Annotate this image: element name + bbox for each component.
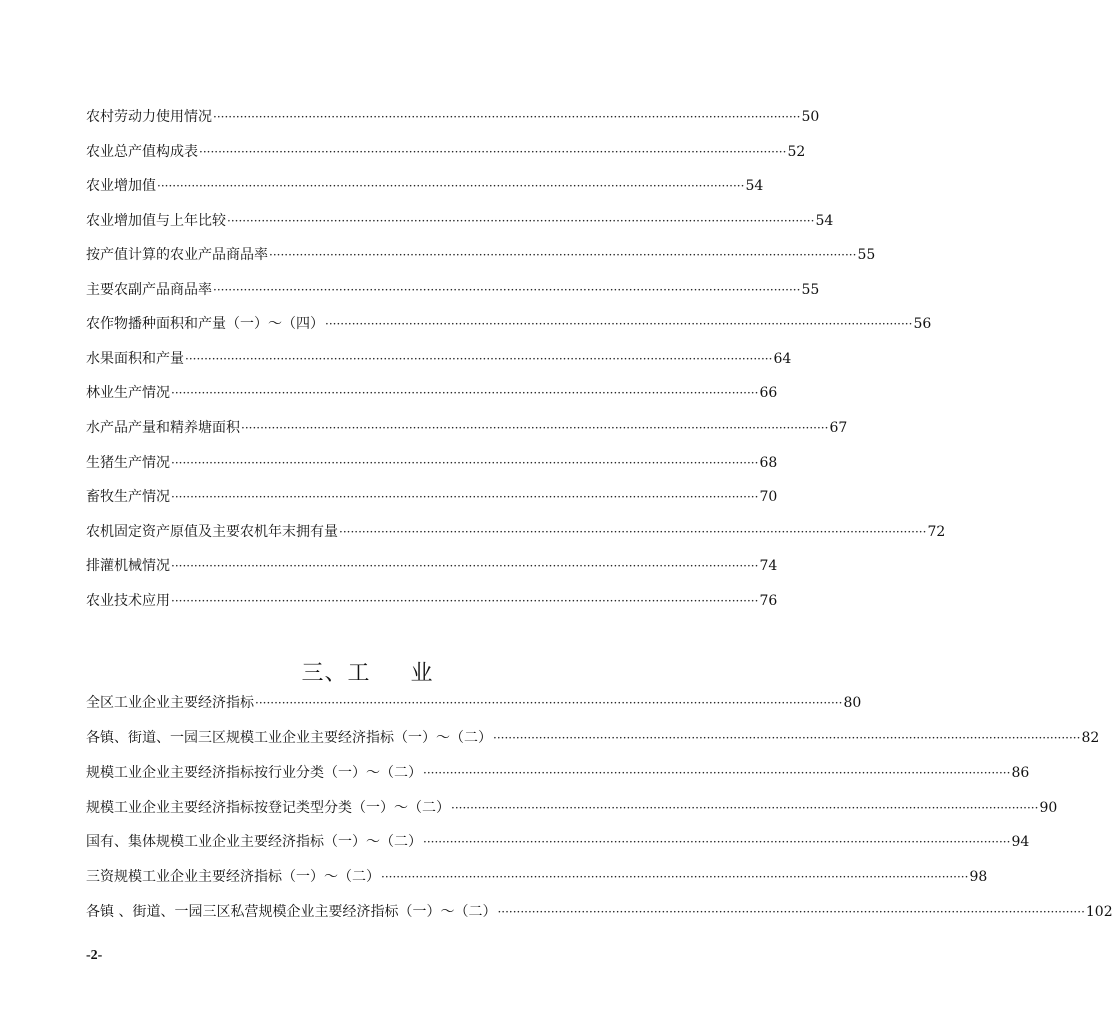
toc-entry-title: 农业总产值构成表 xyxy=(86,144,198,160)
toc-entry[interactable] xyxy=(86,588,778,610)
toc-entry-page: 52 xyxy=(787,144,806,160)
dot-leader: ·························································································································································· xyxy=(339,525,927,539)
toc-entry-title: 全区工业企业主要经济指标 xyxy=(86,695,254,711)
toc-entry[interactable] xyxy=(86,725,1100,747)
section-heading-left: 三、工 xyxy=(301,661,371,686)
dot-leader: ·························································································································································· xyxy=(213,283,801,297)
toc-entry[interactable] xyxy=(86,864,988,886)
toc-entry-title: 畜牧生产情况 xyxy=(86,489,170,505)
toc-entry[interactable] xyxy=(86,415,848,437)
toc-entry-page: 56 xyxy=(913,316,932,332)
toc-entry-title: 国有、集体规模工业企业主要经济指标（一）～（二） xyxy=(86,834,422,850)
toc-entry[interactable] xyxy=(86,139,806,161)
dot-leader: ·························································································································································· xyxy=(381,870,969,884)
dot-leader: ·························································································································································· xyxy=(241,421,829,435)
dot-leader: ·························································································································································· xyxy=(213,110,801,124)
toc-entry-page: 70 xyxy=(759,489,778,505)
dot-leader: ·························································································································································· xyxy=(269,248,857,262)
dot-leader: ·························································································································································· xyxy=(171,490,759,504)
dot-leader: ·························································································································································· xyxy=(423,766,1011,780)
toc-entry-title: 各镇 、街道、一园三区私营规模企业主要经济指标（一）～（二） xyxy=(86,904,497,920)
toc-entry-page: 98 xyxy=(969,869,988,885)
dot-leader: ·························································································································································· xyxy=(423,835,1011,849)
toc-entry-title: 林业生产情况 xyxy=(86,385,170,401)
dot-leader: ·························································································································································· xyxy=(497,905,1085,919)
dot-leader: ·························································································································································· xyxy=(493,731,1081,745)
toc-entry-page: 80 xyxy=(843,695,862,711)
toc-entry-title: 各镇、街道、一园三区规模工业企业主要经济指标（一）～（二） xyxy=(86,730,492,746)
toc-entry-title: 农作物播种面积和产量（一）～（四） xyxy=(86,316,324,332)
toc-entry[interactable] xyxy=(86,760,1030,782)
dot-leader: ·························································································································································· xyxy=(185,352,773,366)
toc-entry[interactable] xyxy=(86,795,1058,817)
dot-leader: ·························································································································································· xyxy=(451,801,1039,815)
toc-entry[interactable] xyxy=(86,346,792,368)
dot-leader: ·························································································································································· xyxy=(325,317,913,331)
dot-leader: ·························································································································································· xyxy=(171,456,759,470)
toc-entry-title: 水果面积和产量 xyxy=(86,351,184,367)
toc-entry-title: 农机固定资产原值及主要农机年末拥有量 xyxy=(86,524,338,540)
toc-entry-page: 55 xyxy=(857,247,876,263)
toc-entry[interactable] xyxy=(86,173,764,195)
toc-entry-title: 农村劳动力使用情况 xyxy=(86,109,212,125)
toc-entry-title: 规模工业企业主要经济指标按行业分类（一）～（二） xyxy=(86,765,422,781)
dot-leader: ·························································································································································· xyxy=(227,214,815,228)
toc-entry[interactable] xyxy=(86,519,946,541)
toc-entry-page: 74 xyxy=(759,558,778,574)
toc-entry-title: 农业技术应用 xyxy=(86,593,170,609)
toc-entry-page: 66 xyxy=(759,385,778,401)
toc-entry[interactable] xyxy=(86,208,834,230)
toc-entry[interactable] xyxy=(86,104,820,126)
toc-entry[interactable] xyxy=(86,380,778,402)
toc-entry[interactable] xyxy=(86,450,778,472)
toc-entry-page: 72 xyxy=(927,524,946,540)
toc-entry-title: 农业增加值与上年比较 xyxy=(86,213,226,229)
toc-entry-page: 50 xyxy=(801,109,820,125)
toc-entry[interactable] xyxy=(86,242,876,264)
toc-entry-title: 主要农副产品商品率 xyxy=(86,282,212,298)
toc-entry[interactable] xyxy=(86,690,862,712)
toc-entry[interactable] xyxy=(86,553,778,575)
toc-entry[interactable] xyxy=(86,899,1113,921)
toc-entry-title: 三资规模工业企业主要经济指标（一）～（二） xyxy=(86,869,380,885)
dot-leader: ·························································································································································· xyxy=(255,696,843,710)
toc-entry-page: 55 xyxy=(801,282,820,298)
toc-entry-page: 68 xyxy=(759,455,778,471)
toc-entry-page: 82 xyxy=(1081,730,1100,746)
toc-entry[interactable] xyxy=(86,484,778,506)
toc-entry-page: 54 xyxy=(815,213,834,229)
toc-entry-page: 90 xyxy=(1039,800,1058,816)
dot-leader: ·························································································································································· xyxy=(171,386,759,400)
toc-entry-title: 规模工业企业主要经济指标按登记类型分类（一）～（二） xyxy=(86,800,450,816)
toc-entry-page: 67 xyxy=(829,420,848,436)
toc-entry-page: 94 xyxy=(1011,834,1030,850)
dot-leader: ·························································································································································· xyxy=(171,559,759,573)
toc-entry-title: 按产值计算的农业产品商品率 xyxy=(86,247,268,263)
toc-entry-title: 农业增加值 xyxy=(86,178,156,194)
toc-entry[interactable] xyxy=(86,311,932,333)
dot-leader: ·························································································································································· xyxy=(157,179,745,193)
toc-entry-title: 生猪生产情况 xyxy=(86,455,170,471)
toc-entry-page: 76 xyxy=(759,593,778,609)
page-number: -2- xyxy=(86,948,103,963)
section-heading-right: 业 xyxy=(410,661,434,686)
toc-entry-title: 水产品产量和精养塘面积 xyxy=(86,420,240,436)
toc-entry-page: 102 xyxy=(1085,904,1113,920)
toc-entry-page: 54 xyxy=(745,178,764,194)
dot-leader: ·························································································································································· xyxy=(171,594,759,608)
toc-entry-page: 86 xyxy=(1011,765,1030,781)
toc-entry[interactable] xyxy=(86,277,820,299)
toc-entry-title: 排灌机械情况 xyxy=(86,558,170,574)
toc-entry-page: 64 xyxy=(773,351,792,367)
section-heading-industry xyxy=(0,660,735,688)
dot-leader: ·························································································································································· xyxy=(199,145,787,159)
toc-entry[interactable] xyxy=(86,829,1030,851)
